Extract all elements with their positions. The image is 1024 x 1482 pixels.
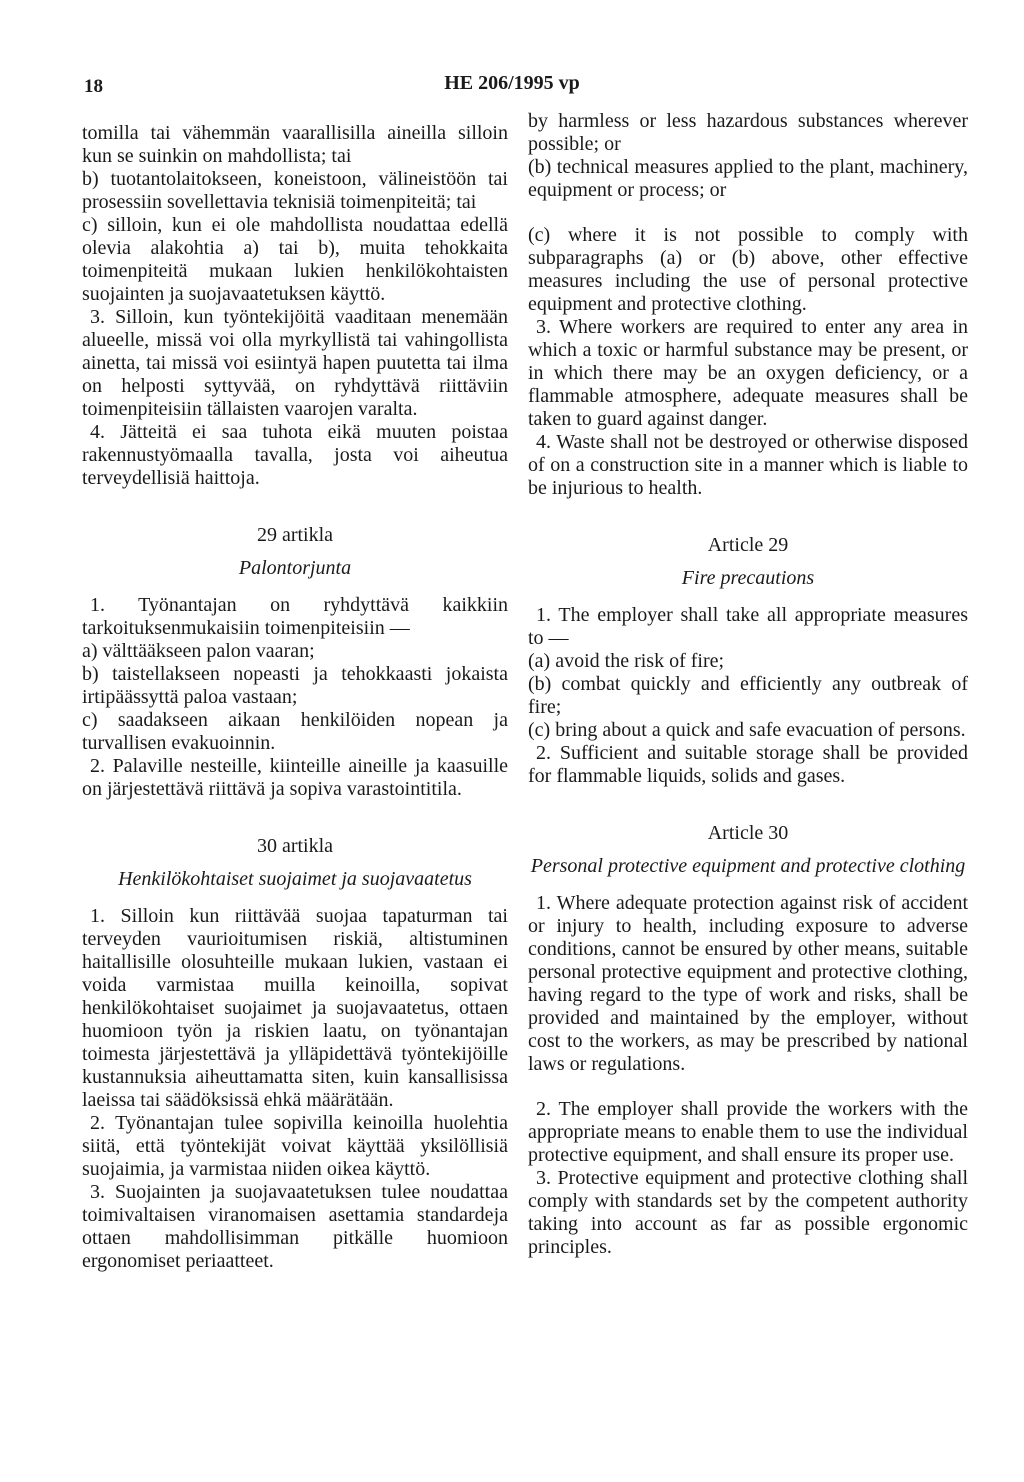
fi-article-29-paragraph-2: 2. Palaville nesteille, kiinteille aineille ja kaasuille on järjestettävä riittävä ja sopiva varastointitila.: [82, 755, 508, 800]
en-paragraph-4: 4. Waste shall not be destroyed or otherwise disposed of on a construction site in a manner which is liable to be injurious to health.: [528, 431, 968, 499]
en-article-29-paragraph-2: 2. Sufficient and suitable storage shall be provided for flammable liquids, solids and gases.: [528, 742, 968, 787]
fi-article-30-subtitle: Henkilökohtaiset suojaimet ja suojavaatetus: [118, 868, 472, 890]
finnish-column: [82, 122, 508, 1273]
en-article-29-item-a: (a) avoid the risk of fire;: [528, 650, 725, 672]
en-article-29-title: Article 29: [707, 534, 789, 556]
en-item-c: (c) where it is not possible to comply with subparagraphs (a) or (b) above, other effective measures including the use of personal protective equipment and protective clothing.: [528, 224, 968, 315]
fi-paragraph-continuation: tomilla tai vähemmän vaarallisilla aineilla silloin kun se suinkin on mahdollista; tai: [82, 122, 508, 167]
en-paragraph-continuation: by harmless or less hazardous substances wherever possible; or: [528, 110, 968, 155]
fi-article-29-item-c: c) saadakseen aikaan henkilöiden nopean ja turvallisen evakuoinnin.: [82, 709, 508, 754]
en-article-29-item-b: (b) combat quickly and efficiently any outbreak of fire;: [528, 673, 968, 718]
en-article-29-paragraph-1: 1. The employer shall take all appropriate measures to —: [528, 604, 968, 649]
fi-article-29-title: 29 artikla: [256, 524, 334, 546]
fi-article-30-paragraph-2: 2. Työnantajan tulee sopivilla keinoilla huolehtia siitä, että työntekijät voivat käyttää yksilöllisiä suojaimia, ja varmistaa niiden oikea käyttö.: [82, 1112, 508, 1180]
fi-article-29-paragraph-1: 1. Työnantajan on ryhdyttävä kaikkiin tarkoituksenmukaisiin toimenpiteisiin —: [82, 594, 508, 639]
running-head: HE 206/1995 vp: [444, 72, 580, 94]
en-article-30-subtitle: Personal protective equipment and protective clothing: [530, 855, 966, 877]
en-paragraph-3: 3. Where workers are required to enter any area in which a toxic or harmful substance may be present, or in which there may be an oxygen deficiency, or a flammable atmosphere, adequate measures shall be taken to guard against danger.: [528, 316, 968, 430]
en-article-30-paragraph-1: 1. Where adequate protection against risk of accident or injury to health, including exposure to adverse conditions, cannot be ensured by other means, suitable personal protective equipment and protective clothing, having regard to the type of work and risks, shall be provided and maintained by the employer, without cost to the workers, as may be prescribed by national laws or regulations.: [528, 892, 968, 1075]
fi-item-c: c) silloin, kun ei ole mahdollista noudattaa edellä olevia alakohtia a) tai b), muita tehokkaita toimenpiteitä mukaan lukien henkilökohtaisten suojainten ja suojavaatetuksen käyttö.: [82, 214, 508, 305]
fi-paragraph-3: 3. Silloin, kun työntekijöitä vaaditaan menemään alueelle, missä voi olla myrkyllistä tai vahingollista ainetta, tai missä voi esiintyä hapen puutetta tai ilma on helposti syttyvää, on ryhdyttävä riittäviin toimenpiteisiin tällaisten vaarojen varalta.: [82, 306, 508, 420]
fi-article-29-item-b: b) taistellakseen nopeasti ja tehokkaasti jokaista irtipäässyttä paloa vastaan;: [82, 663, 508, 708]
fi-article-30-paragraph-3: 3. Suojainten ja suojavaatetuksen tulee noudattaa toimivaltaisen viranomaisen asettamia standardeja ottaen mahdollisimman pitkälle huomioon ergonomiset periaatteet.: [82, 1181, 508, 1272]
en-article-30-title: Article 30: [707, 822, 789, 844]
fi-article-29-item-a: a) välttääkseen palon vaaran;: [82, 640, 315, 662]
english-column: [528, 110, 968, 1259]
fi-paragraph-4: 4. Jätteitä ei saa tuhota eikä muuten poistaa rakennustyömaalla tavalla, josta voi aiheutua terveydellisiä haittoja.: [82, 421, 508, 489]
en-article-30-paragraph-3: 3. Protective equipment and protective clothing shall comply with standards set by the competent authority taking into account as far as possible ergonomic principles.: [528, 1167, 968, 1258]
en-item-b: (b) technical measures applied to the plant, machinery, equipment or process; or: [528, 156, 968, 201]
fi-item-b: b) tuotantolaitokseen, koneistoon, välineistöön tai prosessiin sovellettavia teknisiä toimenpiteitä; tai: [82, 168, 508, 213]
en-article-29-subtitle: Fire precautions: [681, 567, 815, 589]
fi-article-30-title: 30 artikla: [256, 835, 334, 857]
fi-article-30-paragraph-1: 1. Silloin kun riittävää suojaa tapaturman tai terveyden vaurioitumisen riskiä, altistuminen haitallisille olosuhteille mukaan lukien, vastaan ei voida varmistaa muilla keinoilla, sopivat henkilökohtaiset suojaimet ja suojavaatetus, ottaen huomioon työn ja riskien laatu, on työnantajan toimesta järjestettävä ja ylläpidettävä työntekijöille kustannuksia aiheuttamatta siten, kuin kansallisissa laeissa tai säädöksissä ehkä määrätään.: [82, 905, 508, 1111]
en-article-30-paragraph-2: 2. The employer shall provide the workers with the appropriate means to enable them to use the individual protective equipment, and shall ensure its proper use.: [528, 1098, 968, 1166]
en-article-29-item-c: (c) bring about a quick and safe evacuation of persons.: [528, 719, 966, 741]
page-number: 18: [84, 76, 103, 97]
fi-article-29-subtitle: Palontorjunta: [238, 557, 352, 579]
